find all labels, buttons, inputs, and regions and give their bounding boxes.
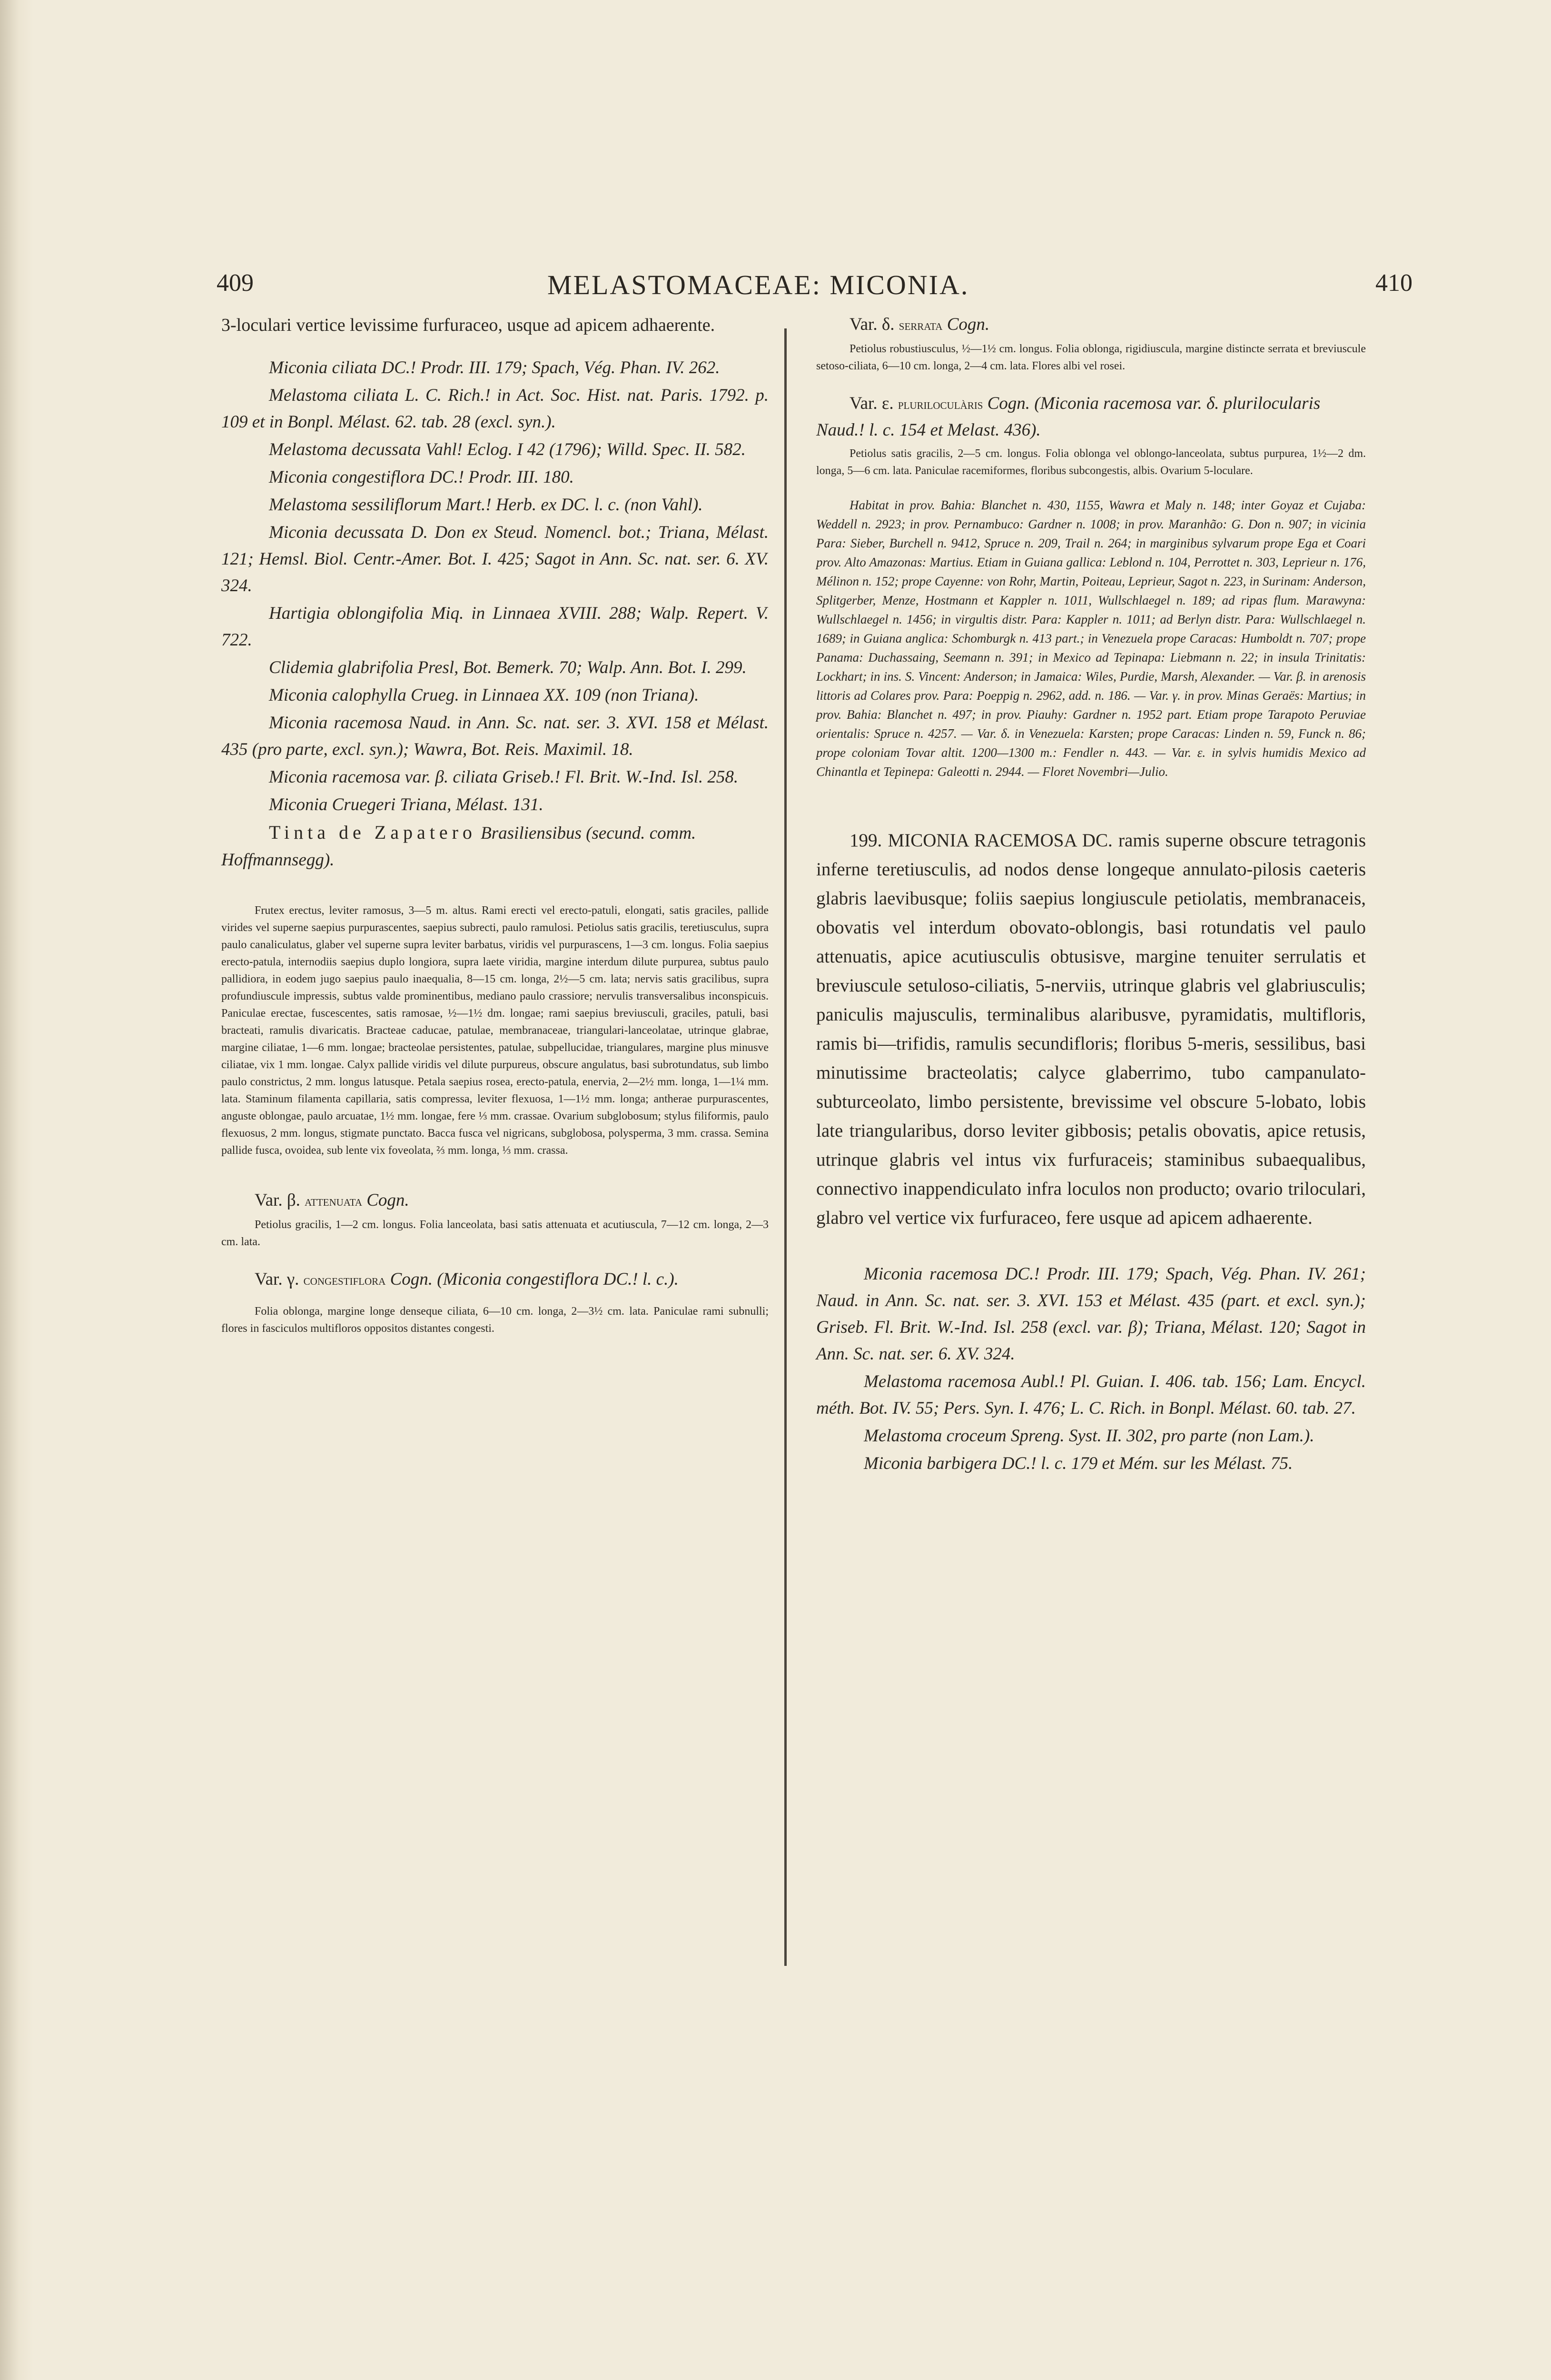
variety-author: Cogn. (Miconia racemosa var. δ. plurilocularis Naud.! l. c. 154 et Melast. 436).	[816, 394, 1321, 440]
synonym-citation: Melastoma sessiliflorum Mart.! Herb. ex DC. l. c. (non Vahl).	[269, 495, 703, 515]
synonym-citation: Melastoma decussata Vahl! Eclog. I 42 (1796); Willd. Spec. II. 582.	[269, 440, 746, 459]
variety-name: congestiflora	[303, 1272, 386, 1288]
variety-heading	[221, 1267, 769, 1293]
variety-author: Cogn.	[947, 315, 990, 334]
species-diagnosis: 199. MICONIA RACEMOSA DC. ramis superne obscure tetragonis inferne teretiusculis, ad nodos dense longeque annulato-pilosis caeteris glabris laevibusque; foliis saepius longiuscule petiolatis, membranaceis, obovatis vel interdum obovato-oblongis, basi rotundatis vel paulo attenuatis, apice acutiusculis obtusisve, margine tenuiter serrulatis et breviuscule setuloso-ciliatis, 5-nerviis, utrinque glabris vel glabriusculis; paniculis majusculis, terminalibus alaribusve, pyramidatis, multifloris, ramis bi—trifidis, ramulis secundifloris; floribus 5-meris, sessilibus, basi minutissime bracteolatis; calyce glaberrimo, tubo campanulato-subturceolato, limbo persistente, brevissime vel obscure 5-lobato, lobis late triangularibus, dorso leviter gibbosis; petalis obovatis, apice retusis, utrinque glabris vel intus vix furfuraceis; staminibus subaequalibus, connectivo inappendiculato infra loculos non producto; ovario triloculari, glabro vel vertice vix furfuraceo, fere usque ad apicem adhaerente.	[816, 830, 1366, 1228]
synonym-citation: Miconia congestiflora DC.! Prodr. III. 180.	[269, 467, 574, 487]
synonym-citation: Melastoma ciliata L. C. Rich.! in Act. Soc. Hist. nat. Paris. 1792. p. 109 et in Bonpl. Mélast. 62. tab. 28 (excl. syn.).	[221, 386, 769, 432]
variety-description: Petiolus robustiusculus, ½—1½ cm. longus. Folia oblonga, rigidiuscula, margine distincte serrata et breviuscule setoso-ciliata, 6—10 cm. longa, 2—4 cm. lata. Flores albi vel rosei.	[816, 343, 1366, 372]
page-number-left: 409	[217, 269, 254, 297]
variety-heading	[816, 312, 1366, 338]
running-header	[0, 269, 1551, 302]
page-binding-shadow	[0, 0, 33, 2380]
page-number-right: 410	[1375, 269, 1413, 297]
synonym-citation: Melastoma croceum Spreng. Syst. II. 302, pro parte (non Lam.).	[864, 1426, 1314, 1446]
variety-heading	[816, 391, 1366, 443]
column-divider	[784, 328, 787, 1966]
synonym-citation: Miconia calophylla Crueg. in Linnaea XX. 109 (non Triana).	[269, 685, 699, 705]
variety-author: Cogn. (Miconia congestiflora DC.! l. c.).	[390, 1269, 679, 1289]
variety-name: serrata	[899, 317, 943, 333]
running-title: MELASTOMACEAE: MICONIA.	[547, 269, 969, 300]
habitat-paragraph: Habitat in prov. Bahia: Blanchet n. 430, 1155, Wawra et Maly n. 148; inter Goyaz et Cujaba: Weddell n. 2923; in prov. Pernambuco: Gardner n. 1008; in prov. Maranhão: G. Don n. 907; in vicinia Para: Sieber, Burchell n. 9412, Spruce n. 209, Trail n. 264; in marginibus sylvarum prope Ega et Coari prov. Alto Amazonas: Martius. Etiam in Guiana gallica: Leblond n. 104, Perrottet n. 303, Leprieur n. 176, Mélinon n. 152; prope Cayenne: von Rohr, Martin, Poiteau, Leprieur, Sagot n. 223, in Surinam: Anderson, Splitgerber, Menze, Hostmann et Kappler n. 1011, Wullschlaegel n. 189; ad ripas flum. Marawyna: Wullschlaegel n. 1456; in virgultis distr. Para: Kappler n. 1011; ad Berlyn distr. Para: Wullschlaegel n. 1689; in Guiana anglica: Schomburgk n. 413 part.; in Venezuela prope Caracas: Humboldt n. 707; prope Panama: Duchassaing, Seemann n. 391; in Mexico ad Tepinapa: Liebmann n. 22; in insula Trinitatis: Lockhart; in ins. S. Vincent: Anderson; in Jamaica: Wiles, Purdie, Marsh, Alexander. — Var. β. in arenosis littoris ad Colares prov. Para: Poeppig n. 2962, add. n. 186. — Var. γ. in prov. Minas Geraës: Martius; in prov. Bahia: Blanchet n. 497; in prov. Piauhy: Gardner n. 1952 part. Etiam prope Tarapoto Peruviae orientalis: Spruce n. 4257. — Var. δ. in Venezuela: Karsten; prope Caracas: Linden n. 59, Funck n. 86; prope coloniam Tovar altit. 1200—1300 m.: Fendler n. 443. — Var. ε. in sylvis humidis Mexico ad Chinantla et Tepinepa: Galeotti n. 2944. — Floret Novembri—Julio.	[816, 498, 1366, 779]
species-description-detailed: Frutex erectus, leviter ramosus, 3—5 m. altus. Rami erecti vel erecto-patuli, elongati, satis graciles, pallide virides vel superne saepius purpurascentes, saepius subrecti, paulo ramulosi. Petiolus satis gracilis, teretiusculus, supra paulo canaliculatus, glaber vel superne supra leviter barbatus, viridis vel purpurascens, 1—3 cm. longus. Folia saepius erecto-patula, internodiis saepius duplo longiora, supra laete viridia, margine interdum dilute purpurea, subtus paulo pallidiora, in eodem jugo saepius paulo inaequalia, 8—15 cm. longa, 2½—5 cm. lata; nervis satis gracilibus, supra profundiuscule impressis, subtus valde prominentibus, mediano paulo crassiore; nervulis transversalibus inconspicuis. Paniculae erectae, fuscescentes, satis ramosae, ½—1½ dm. longae; rami saepius breviusculi, graciles, patuli, basi bracteati, ramulis divaricatis. Bracteae caducae, patulae, membranaceae, triangulari-lanceolatae, utrinque glabrae, margine ciliatae, 1—6 mm. longae; bracteolae persistentes, patulae, subpellucidae, triangulares, margine plus minusve ciliatae, vix 1 mm. longae. Calyx pallide viridis vel dilute purpureus, obscure angulatus, basi subrotundatus, sub limbo paulo constrictus, 2 mm. longus latusque. Petala saepius rosea, erecto-patula, enervia, 2—2½ mm. longa, 1—1¼ mm. lata. Staminum filamenta capillaria, satis compressa, leviter flexuosa, 1—1½ mm. longa; antherae purpurascentes, anguste oblongae, paulo arcuatae, 1½ mm. longae, fere ⅓ mm. crassae. Ovarium subglobosum; stylus filiformis, paulo flexuosus, 2 mm. longus, stigmate punctato. Bacca fusca vel nigricans, subglobosa, polysperma, 3 mm. crassa. Semina pallide fusca, ovoidea, sub lente vix foveolata, ⅔ mm. longa, ⅓ mm. crassa.	[221, 904, 769, 1157]
synonym-citation: Miconia racemosa DC.! Prodr. III. 179; Spach, Vég. Phan. IV. 261; Naud. in Ann. Sc. nat. ser. 3. XVI. 153 et Mélast. 435 (part. et excl. syn.); Griseb. Fl. Brit. W.-Ind. Isl. 258 (excl. var. β); Triana, Mélast. 120; Sagot in Ann. Sc. nat. ser. 6. XV. 324.	[816, 1264, 1366, 1364]
variety-name: attenuata	[305, 1193, 362, 1209]
variety-label: Var. γ.	[255, 1269, 304, 1289]
variety-name: pluriloculàris	[898, 397, 983, 412]
synonym-citation: Miconia barbigera DC.! l. c. 179 et Mém. sur les Mélast. 75.	[864, 1454, 1293, 1473]
variety-heading	[221, 1188, 769, 1214]
common-name-source: Brasiliensibus (secund. comm. Hoffmannsegg).	[221, 823, 696, 870]
variety-label: Var. δ.	[850, 315, 899, 334]
synonym-citation: Miconia ciliata DC.! Prodr. III. 179; Spach, Vég. Phan. IV. 262.	[269, 358, 720, 377]
synonym-citation: Miconia Cruegeri Triana, Mélast. 131.	[269, 795, 543, 814]
variety-description: Folia oblonga, margine longe denseque ciliata, 6—10 cm. longa, 2—3½ cm. lata. Paniculae rami subnulli; flores in fasciculos multifloros oppositos distantes congesti.	[221, 1305, 769, 1335]
variety-description: Petiolus satis gracilis, 2—5 cm. longus. Folia oblonga vel oblongo-lanceolata, subtus purpurea, 1½—2 dm. longa, 5—6 cm. lata. Paniculae racemiformes, floribus subcongestis, albis. Ovarium 5-loculare.	[816, 447, 1366, 477]
synonym-citation: Miconia racemosa var. β. ciliata Griseb.! Fl. Brit. W.-Ind. Isl. 258.	[269, 767, 739, 787]
synonym-citation: Clidemia glabrifolia Presl, Bot. Bemerk. 70; Walp. Ann. Bot. I. 299.	[269, 658, 747, 677]
variety-label: Var. β.	[255, 1190, 305, 1210]
synonym-citation: Melastoma racemosa Aubl.! Pl. Guian. I. 406. tab. 156; Lam. Encycl. méth. Bot. IV. 55; Pers. Syn. I. 476; L. C. Rich. in Bonpl. Mélast. 60. tab. 27.	[816, 1372, 1366, 1418]
right-column	[816, 312, 1366, 1478]
synonym-citation: Miconia decussata D. Don ex Steud. Nomencl. bot.; Triana, Mélast. 121; Hemsl. Biol. Centr.-Amer. Bot. I. 425; Sagot in Ann. Sc. nat. ser. 6. XV. 324.	[221, 523, 769, 595]
common-name-vernacular: Tinta de Zapatero	[269, 822, 476, 843]
common-name	[221, 819, 769, 873]
variety-label: Var. ε.	[850, 394, 898, 413]
left-column	[221, 312, 769, 1337]
synonym-citation: Miconia racemosa Naud. in Ann. Sc. nat. ser. 3. XVI. 158 et Mélast. 435 (pro parte, excl. syn.); Wawra, Bot. Reis. Maximil. 18.	[221, 713, 769, 759]
variety-author: Cogn.	[366, 1190, 409, 1210]
synonym-citation: Hartigia oblongifolia Miq. in Linnaea XVIII. 288; Walp. Repert. V. 722.	[221, 604, 769, 650]
variety-description: Petiolus gracilis, 1—2 cm. longus. Folia lanceolata, basi satis attenuata et acutiuscula, 7—12 cm. longa, 2—3 cm. lata.	[221, 1219, 769, 1248]
intro-text: 3-loculari vertice levissime furfuraceo, usque ad apicem adhaerente.	[221, 315, 715, 335]
